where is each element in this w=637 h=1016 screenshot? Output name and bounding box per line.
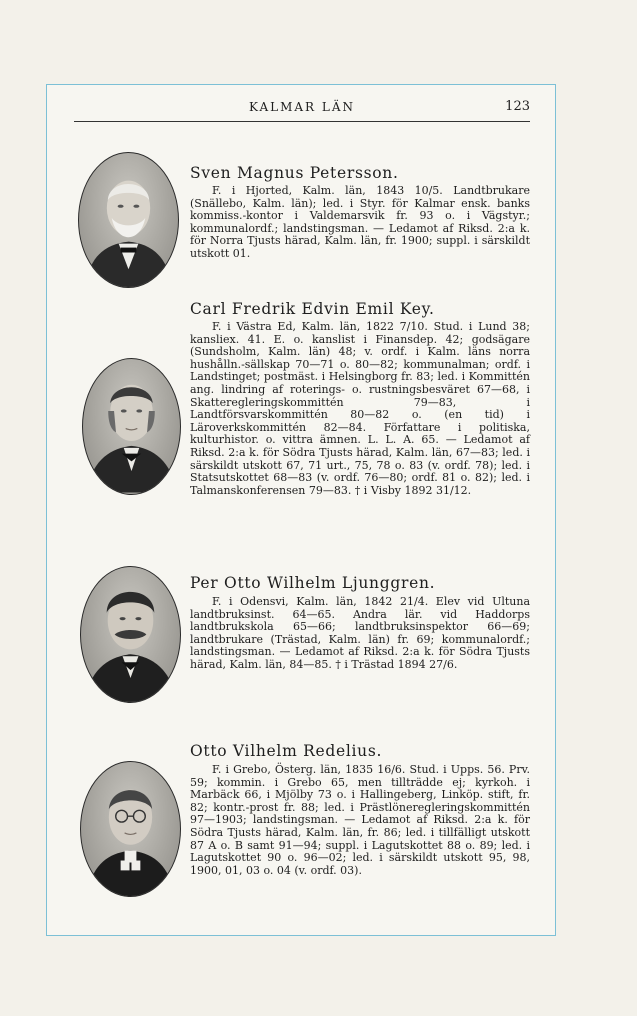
entry-bio: F. i Grebo, Österg. län, 1835 16/6. Stud. i Upps. 56. Prv. 59; kommin. i Grebo 65, men tillträdde ej; kyrkoh. i Marbäck 66, i Mjölby 73 o. i Hallingeberg, Linköp. stift, fr. 82; kontr.-prost fr. 88; led. i Prästlöneregleringskommittén 97—1903; landstingsman. — Ledamot af Riksd. 2:a k. för Södra Tjusts härad, Kalm. län, fr. 86; led. i tillfälligt utskott 87 A o. B samt 91—94; suppl. i Lagutskottet 88 o. 89; led. i Lagutskottet 90 o. 96—02; led. i särskildt utskott 95, 98, 1900, 01, 03 o. 04 (v. ordf. 03). [190, 763, 530, 877]
entry-name: Sven Magnus Petersson. [190, 164, 399, 182]
page-number: 123 [505, 99, 530, 114]
portrait-ljunggren-figure [81, 567, 180, 702]
header-rule [74, 121, 530, 122]
running-head-title: KALMAR LÄN [248, 100, 356, 114]
running-head [74, 100, 530, 120]
portrait-ljunggren [80, 566, 181, 703]
portrait-petersson-figure [79, 153, 178, 287]
entry-name: Otto Vilhelm Redelius. [190, 742, 383, 760]
portrait-redelius [80, 761, 181, 897]
portrait-key [82, 358, 181, 495]
entry-bio: F. i Odensvi, Kalm. län, 1842 21/4. Elev vid Ultuna landtbruksinst. 64—65. Andra lär. vid Haddorps landtbrukskola 65—66; landtbruksinspektor 66—69; landtbrukare (Trästad, Kalm. län) fr. 69; kommunalordf.; landstingsman. — Ledamot af Riksd. 2:a k. för Södra Tjusts härad, Kalm. län, 84—85. † i Trästad 1894 27/6. [190, 595, 530, 671]
entry-name: Carl Fredrik Edvin Emil Key. [190, 300, 435, 318]
entry-bio: F. i Hjorted, Kalm. län, 1843 10/5. Landtbrukare (Snällebo, Kalm. län); led. i Styr. för Kalmar ensk. banks kommiss.-kontor i Valdemarsvik fr. 93 o. i Vägstyr.; kommunalordf.; landstingsman. — Ledamot af Riksd. 2:a k. för Norra Tjusts härad, Kalm. län, fr. 1900; suppl. i särskildt utskott 01. [190, 184, 530, 260]
portrait-key-figure [83, 359, 180, 494]
entry-bio: F. i Västra Ed, Kalm. län, 1822 7/10. Stud. i Lund 38; kansliex. 41. E. o. kanslist i Finansdep. 42; godsägare (Sundsholm, Kalm. län) 48; v. ordf. i Kalm. läns norra hushålln.-sällskap 70—71 o. 80—82; kommunalman; ordf. i Landstinget; postmäst. i Helsingborg fr. 83; led. i Kommittén ang. lindring af roterings- o. rustningsbesväret 67—68, i Skatteregleringskommittén 79—83, i Landtförsvarskommittén 80—82 o. (en tid) i Läroverkskommittén 82—84. Författare i politiska, kulturhistor. o. vittra ämnen. L. L. A. 65. — Ledamot af Riksd. 2:a k. för Södra Tjusts härad, Kalm. län, 67—83; led. i särskildt utskott 67, 71 urt., 75, 78 o. 83 (v. ordf. 78); led. i Statsutskottet 68—83 (v. ordf. 76—80; ordf. 81 o. 82); led. i Talmanskonferensen 79—83. † i Visby 1892 31/12. [190, 320, 530, 497]
portrait-petersson [78, 152, 179, 288]
entry-name: Per Otto Wilhelm Ljunggren. [190, 574, 436, 592]
portrait-redelius-figure [81, 762, 180, 896]
